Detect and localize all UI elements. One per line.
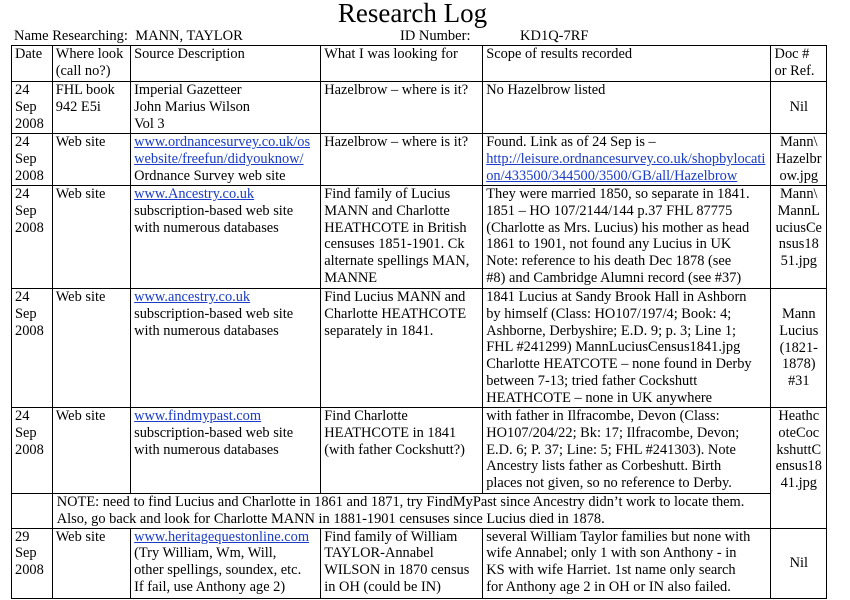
table-row bbox=[12, 289, 827, 408]
table-row bbox=[12, 528, 827, 598]
id-number-value: KD1Q-7RF bbox=[520, 28, 589, 44]
cell-scope: 1841 Lucius at Sandy Brook Hall in Ashborn by himself (Class: HO107/197/4; Book: 4; Ashborne, Derbyshire; E.D. 9; p. 3; Line 1; FHL #241299) MannLuciusCensus1841.jpg Charlotte HEATCOTE – none found in Derby between 7-13; tried father Cockshutt HEATHCOTE – none in UK anywhere bbox=[483, 289, 770, 408]
cell-source bbox=[131, 289, 321, 408]
source-link[interactable]: www.ordnancesurvey.co.uk/oswebsite/freefun/didyouknow/ bbox=[134, 134, 311, 167]
id-number-label: ID Number: bbox=[400, 28, 471, 44]
header-what: What I was looking for bbox=[321, 46, 483, 82]
source-link[interactable]: www.Ancestry.co.uk bbox=[134, 186, 255, 202]
header-where: Where look (call no?) bbox=[52, 46, 130, 82]
table-row bbox=[12, 408, 827, 494]
cell-where: Web site bbox=[52, 289, 130, 408]
cell-source bbox=[131, 134, 321, 186]
scope-text: Found. Link as of 24 Sep is – bbox=[486, 134, 656, 150]
cell-date: 24 Sep 2008 bbox=[12, 186, 53, 289]
cell-where: Web site bbox=[52, 408, 130, 494]
research-log-table bbox=[11, 45, 827, 599]
source-link[interactable]: www.heritagequestonline.com bbox=[134, 528, 310, 545]
name-researching bbox=[14, 27, 243, 45]
page-title: Research Log bbox=[337, 0, 488, 28]
cell-what: Hazelbrow – where is it? bbox=[321, 134, 483, 186]
name-label: Name Researching: bbox=[14, 28, 128, 44]
header-doc: Doc # or Ref. bbox=[770, 46, 826, 82]
cell-source bbox=[131, 186, 321, 289]
cell-scope bbox=[483, 134, 770, 186]
cell-what: Find Lucius MANN and Charlotte HEATHCOTE separately in 1841. bbox=[321, 289, 483, 408]
source-text: Imperial Gazetteer John Marius Wilson Vol 3 bbox=[134, 82, 250, 132]
cell-where: Web site bbox=[52, 134, 130, 186]
source-text: subscription-based web site with numerous databases bbox=[134, 202, 294, 236]
cell-date: 24 Sep 2008 bbox=[12, 134, 53, 186]
cell-scope: They were married 1850, so separate in 1841. 1851 – HO 107/2144/144 p.37 FHL 87775 (Charlotte as Mrs. Lucius) his mother as head 1861 to 1901, not found any Lucius in UK Note: reference to his death Dec 1878 (see #8) and Cambridge Alumni record (see #37) bbox=[483, 186, 770, 289]
cell-scope: No Hazelbrow listed bbox=[483, 82, 770, 134]
cell-date: 29 Sep 2008 bbox=[12, 528, 53, 598]
cell-doc: Mann\ MannL uciusCe nsus18 51.jpg bbox=[770, 186, 826, 289]
cell-date: 24 Sep 2008 bbox=[12, 82, 53, 134]
cell-source bbox=[131, 408, 321, 494]
table-row bbox=[12, 82, 827, 134]
cell-where: FHL book 942 E5i bbox=[52, 82, 130, 134]
cell-doc: Mann\ Hazelbr ow.jpg bbox=[770, 134, 826, 186]
header-source: Source Description bbox=[131, 46, 321, 82]
cell-date: 24 Sep 2008 bbox=[12, 289, 53, 408]
cell-what: Find family of Lucius MANN and Charlotte HEATHCOTE in British censuses 1851-1901. Ck alternate spellings MAN, MANNE bbox=[321, 186, 483, 289]
cell-note-date bbox=[12, 494, 53, 529]
header-scope: Scope of results recorded bbox=[483, 46, 770, 82]
cell-source bbox=[131, 82, 321, 134]
note-text: NOTE: need to find Lucius and Charlotte in 1861 and 1871, try FindMyPast since Ancestry didn’t work to locate them. Also, go back and look for Charlotte MANN in 1881-1901 censuses since Lucius died in 1878. bbox=[52, 494, 770, 529]
source-link[interactable]: www.ancestry.co.uk bbox=[134, 289, 251, 305]
cell-where: Web site bbox=[52, 186, 130, 289]
note-row bbox=[12, 494, 827, 529]
header-row bbox=[12, 46, 827, 82]
cell-source bbox=[131, 528, 321, 598]
source-link[interactable]: www.findmypast.com bbox=[134, 408, 262, 424]
cell-what: Find family of William TAYLOR-Annabel WILSON in 1870 census in OH (could be IN) bbox=[321, 528, 483, 598]
researcher-info bbox=[12, 27, 825, 45]
cell-scope: several William Taylor families but none with wife Annabel; only 1 with son Anthony - in KS with wife Harriet. 1st name only search for Anthony age 2 in OH or IN also failed. bbox=[483, 528, 770, 598]
source-text: subscription-based web site with numerous databases bbox=[134, 305, 294, 339]
source-text: (Try William, Wm, Will, other spellings, soundex, etc. If fail, use Anthony age 2) bbox=[134, 545, 302, 595]
name-value: MANN, TAYLOR bbox=[135, 28, 243, 44]
table-row bbox=[12, 134, 827, 186]
table-row bbox=[12, 186, 827, 289]
source-text: subscription-based web site with numerous databases bbox=[134, 424, 294, 458]
source-text: Ordnance Survey web site bbox=[134, 167, 286, 184]
header-date: Date bbox=[12, 46, 53, 82]
cell-date: 24 Sep 2008 bbox=[12, 408, 53, 494]
cell-what: Hazelbrow – where is it? bbox=[321, 82, 483, 134]
cell-doc: Mann Lucius (1821- 1878) #31 bbox=[770, 289, 826, 408]
cell-doc: Nil bbox=[770, 528, 826, 598]
cell-scope: with father in Ilfracombe, Devon (Class: HO107/204/22; Bk: 17; Ilfracombe, Devon; E.D. 6; P. 37; Line: 5; FHL #241303). Note Ancestry lists father as Corbeshutt. Birth places not given, so no reference to Derby. bbox=[483, 408, 770, 494]
cell-where: Web site bbox=[52, 528, 130, 598]
cell-doc: Nil bbox=[770, 82, 826, 134]
cell-what: Find Charlotte HEATHCOTE in 1841 (with father Cockshutt?) bbox=[321, 408, 483, 494]
scope-link[interactable]: http://leisure.ordnancesurvey.co.uk/shopbylocation/433500/344500/3500/GB/all/Hazelbrow bbox=[486, 150, 766, 184]
cell-doc: Heathc oteCoc kshuttC ensus18 41.jpg bbox=[770, 408, 826, 529]
